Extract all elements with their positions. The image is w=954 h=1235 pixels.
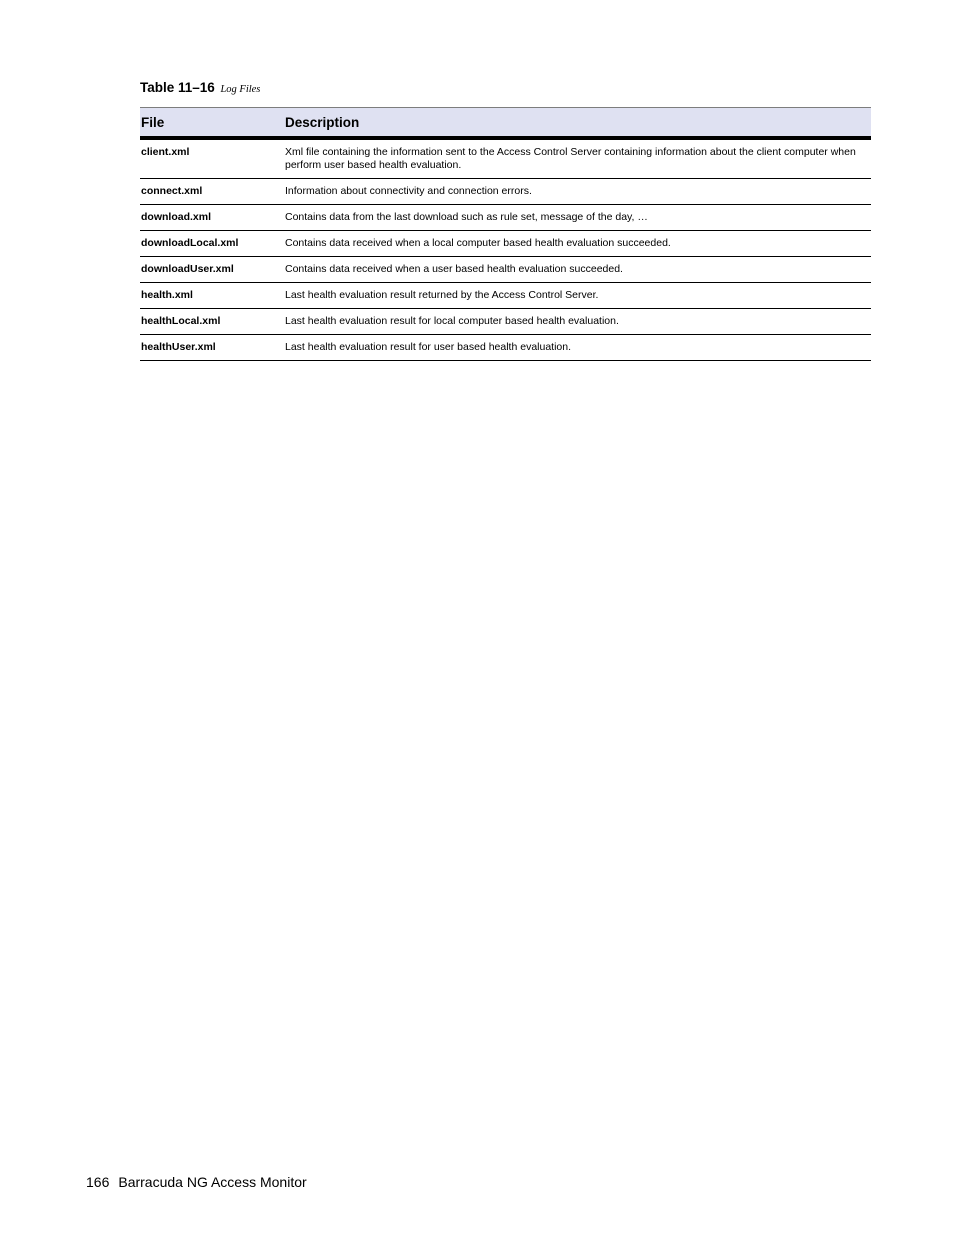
file-name-cell: connect.xml (140, 179, 284, 205)
table-row (140, 205, 871, 231)
description-cell: Last health evaluation result for local computer based health evaluation. (284, 309, 871, 335)
page-number: 166 (86, 1174, 110, 1190)
description-cell: Xml file containing the information sent to the Access Control Server containing information about the client computer when perform user based health evaluation. (284, 138, 871, 179)
description-cell: Contains data received when a user based health evaluation succeeded. (284, 257, 871, 283)
file-name-cell: download.xml (140, 205, 284, 231)
table-caption-title: Log Files (220, 84, 261, 95)
description-cell: Last health evaluation result returned by the Access Control Server. (284, 283, 871, 309)
file-name-cell: healthLocal.xml (140, 309, 284, 335)
description-cell: Contains data received when a local computer based health evaluation succeeded. (284, 231, 871, 257)
page-footer (86, 1174, 307, 1190)
column-header-file: File (140, 108, 284, 139)
table-row (140, 231, 871, 257)
column-header-description: Description (284, 108, 871, 139)
table-caption (140, 80, 260, 95)
file-name-cell: downloadLocal.xml (140, 231, 284, 257)
file-name-cell: client.xml (140, 138, 284, 179)
table-row (140, 309, 871, 335)
log-files-table (140, 107, 871, 361)
table-caption-label: Table 11–16 (140, 80, 215, 95)
description-cell: Last health evaluation result for user based health evaluation. (284, 335, 871, 361)
table-row (140, 138, 871, 179)
table-row (140, 179, 871, 205)
document-title: Barracuda NG Access Monitor (118, 1174, 307, 1190)
file-name-cell: downloadUser.xml (140, 257, 284, 283)
table-row (140, 283, 871, 309)
description-cell: Information about connectivity and connection errors. (284, 179, 871, 205)
table-row (140, 257, 871, 283)
file-name-cell: healthUser.xml (140, 335, 284, 361)
table-row (140, 335, 871, 361)
table-header-row (140, 108, 871, 139)
description-cell: Contains data from the last download such as rule set, message of the day, … (284, 205, 871, 231)
file-name-cell: health.xml (140, 283, 284, 309)
